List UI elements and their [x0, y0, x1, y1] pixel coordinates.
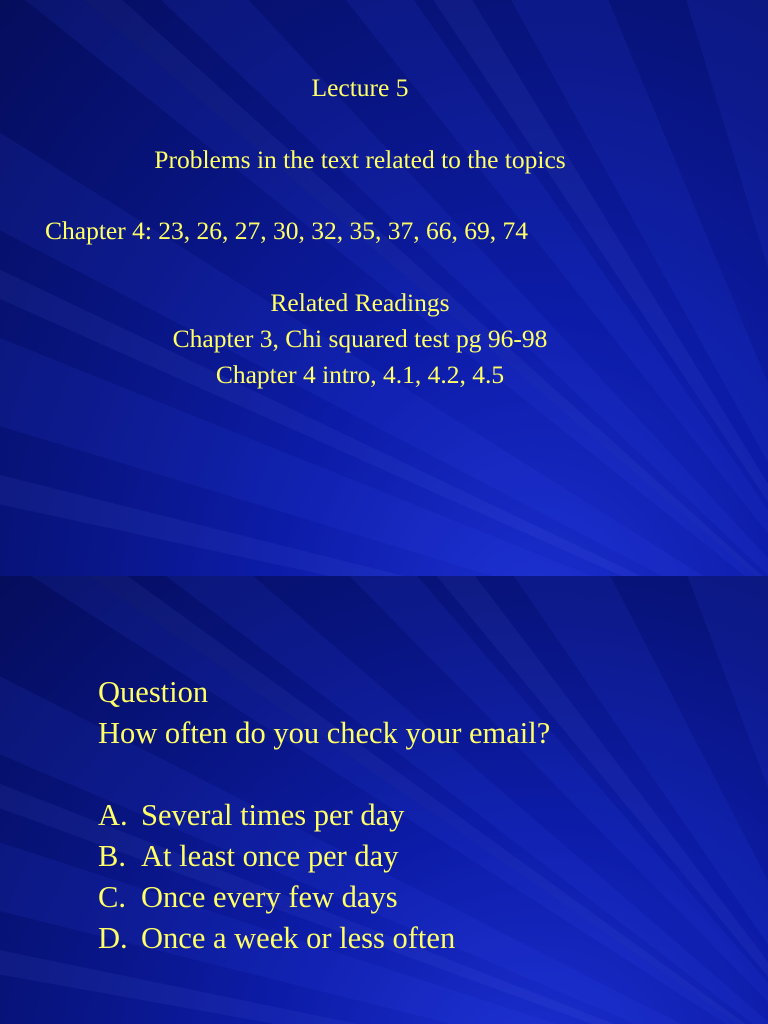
- option-text: Once every few days: [141, 880, 398, 914]
- option-letter: C.: [98, 880, 126, 914]
- question-text: How often do you check your email?: [98, 716, 551, 750]
- readings-heading: Related Readings: [270, 288, 450, 317]
- answer-option-a: [98, 795, 404, 836]
- reading-item: Chapter 3, Chi squared test pg 96-98: [172, 324, 548, 353]
- answer-option-c: [98, 877, 398, 918]
- answer-option-b: [98, 836, 398, 877]
- lecture-title: Lecture 5: [311, 73, 409, 102]
- answer-option-d: [98, 918, 455, 959]
- question-heading: Question: [98, 675, 209, 709]
- option-text: At least once per day: [141, 839, 399, 873]
- option-text: Several times per day: [141, 798, 405, 832]
- option-text: Once a week or less often: [141, 921, 456, 955]
- option-letter: A.: [98, 798, 128, 832]
- problems-heading: Problems in the text related to the topics: [154, 145, 566, 174]
- slide-question: [0, 576, 768, 1024]
- reading-item: Chapter 4 intro, 4.1, 4.2, 4.5: [215, 360, 505, 389]
- option-letter: D.: [98, 921, 128, 955]
- chapter-problems: Chapter 4: 23, 26, 27, 30, 32, 35, 37, 66, 69, 74: [45, 216, 529, 245]
- option-letter: B.: [98, 839, 126, 873]
